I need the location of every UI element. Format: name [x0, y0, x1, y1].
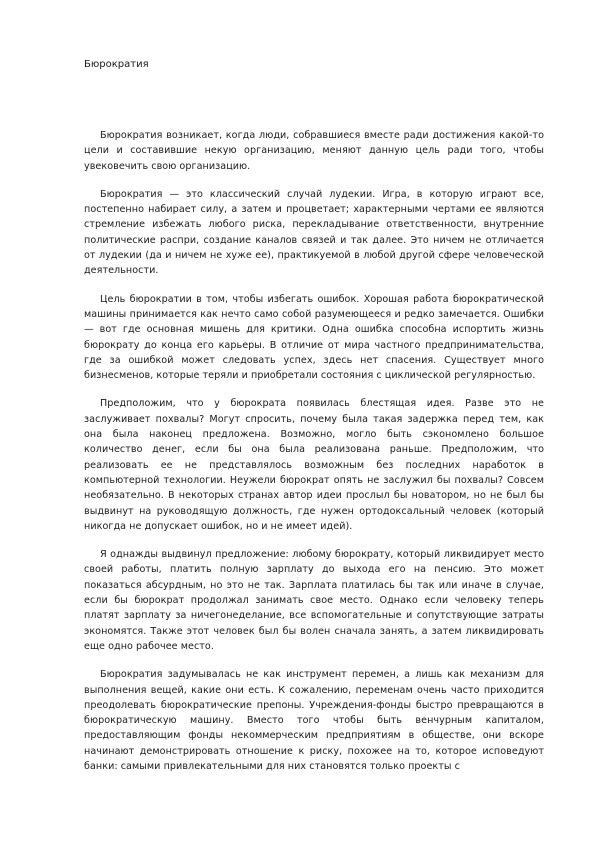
document-title: Бюрократия	[84, 59, 149, 70]
paragraph-2: Бюрократия — это классический случай лудекии. Игра, в которую играют все, постепенно набирает силу, а затем и процветает; характерными чертами ее являются стремление избежать любого риска, перекладывание ответственности, внутренние политические распри, создание каналов связей и так далее. Это ничем не отличается от лудекии (да и ничем не хуже ее), практикуемой в любой другой сфере человеческой деятельности.	[84, 188, 544, 277]
paragraph-1: Бюрократия возникает, когда люди, собравшиеся вместе ради достижения какой-то цели и составившие некую организацию, меняют данную цель ради того, чтобы увековечить свою организацию.	[84, 130, 544, 172]
paragraph-3: Цель бюрократии в том, чтобы избегать ошибок. Хорошая работа бюрократической машины принимается как нечто само собой разумеющееся и редко замечается. Ошибки — вот где основная мишень для критики. Одна ошибка способна испортить жизнь бюрократу до конца его карьеры. В отличие от мира частного предпринимательства, где за ошибкой может следовать успех, здесь нет спасения. Существует много бизнесменов, которые теряли и приобретали состояния с циклической регулярностью.	[84, 293, 544, 382]
document-body	[84, 128, 544, 787]
paragraph-6: Бюрократия задумывалась не как инструмент перемен, а лишь как механизм для выполнения вещей, какие они есть. К сожалению, переменам очень часто приходится преодолевать бюрократические препоны. Учреждения-фонды быстро превращаются в бюрократическую машину. Вместо того чтобы быть венчурным капиталом, предоставляющим фонды некоммерческим предприятиям в обществе, они вскоре начинают демонстрировать отношение к риску, похожее на то, которое исповедуют банки: самыми привлекательными для них становятся только проекты с	[84, 669, 544, 772]
paragraph-5: Я однажды выдвинул предложение: любому бюрократу, который ликвидирует место своей работы, платить полную зарплату до выхода его на пенсию. Это может показаться абсурдным, но это не так. Зарплата платилась бы так или иначе в случае, если бы бюрократ продолжал занимать свое место. Однако если человеку теперь платят зарплату за ничегонеделание, все вспомогательные и сопутствующие затраты экономятся. Также этот человек был бы волен сначала занять, а затем ликвидировать еще одно рабочее место.	[84, 549, 544, 652]
paragraph-4: Предположим, что у бюрократа появилась блестящая идея. Разве это не заслуживает похвалы? Могут спросить, почему была такая задержка перед тем, как она была наконец предложена. Возможно, могло быть сэкономлено большое количество денег, если бы она была реализована раньше. Предположим, что реализовать ее не представлялось возможным без последних наработок в компьютерной технологии. Неужели бюрократ опять не заслужил бы похвалы? Совсем необязательно. В некоторых странах автор идеи прослыл бы новатором, но не был бы выдвинут на руководящую должность, где нужен ортодоксальный человек (который никогда не допускает ошибок, но и не имеет идей).	[84, 398, 544, 532]
